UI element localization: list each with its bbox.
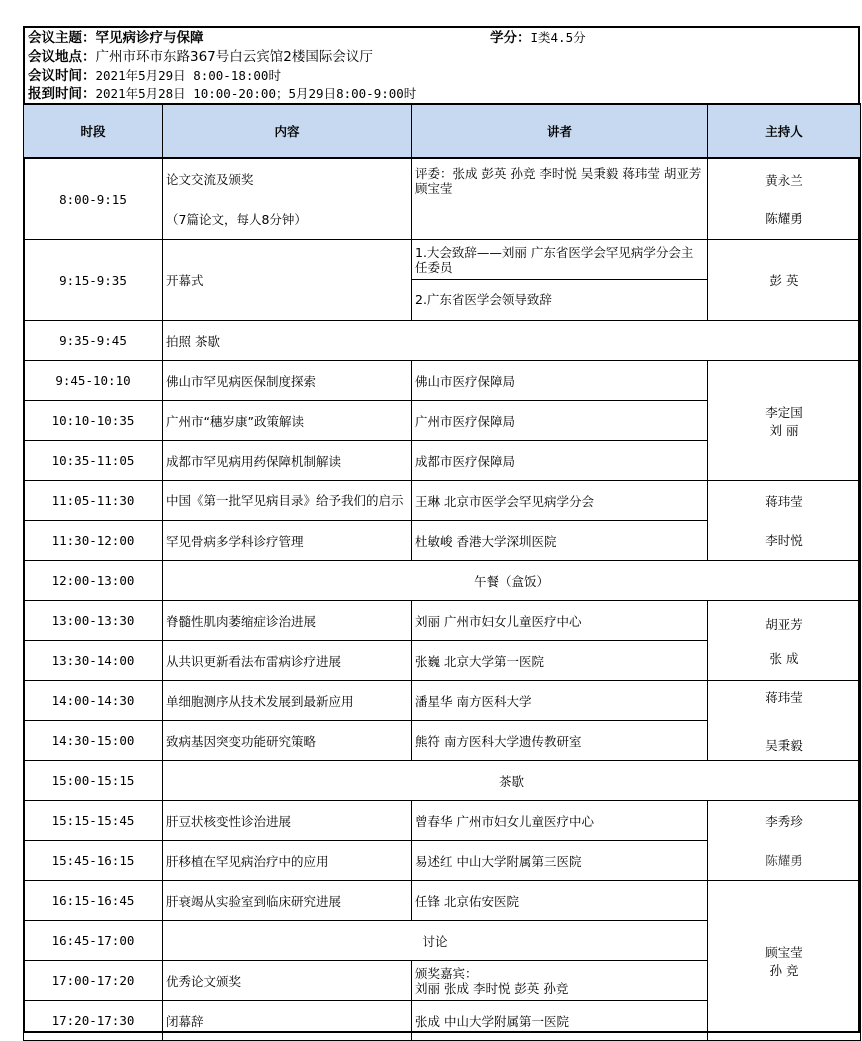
content-text: 论文交流及颁奖 [166, 172, 254, 187]
table-row [24, 801, 861, 841]
theme-line [28, 30, 204, 46]
speaker-cell: 杜敏峻 香港大学深圳医院 [412, 521, 708, 561]
host-name: 李定国 [765, 404, 803, 420]
col-header-speaker: 讲者 [412, 104, 708, 158]
speaker-text: 2.广东省医学会领导致辞 [415, 291, 552, 307]
venue-label: 会议地点： [28, 49, 96, 65]
speaker-cell: 易述红 中山大学附属第三医院 [412, 841, 708, 881]
venue-value: 广州市环市东路367号白云宾馆2楼国际会议厅 [95, 49, 373, 65]
content-cell: 单细胞测序从技术发展到最新应用 [163, 681, 412, 721]
theme-label: 会议主题： [28, 30, 96, 46]
table-row [24, 481, 861, 521]
time-cell: 11:05-11:30 [24, 481, 163, 521]
col-header-content: 内容 [163, 104, 412, 158]
time-cell: 9:35-9:45 [24, 321, 163, 361]
table-row [24, 681, 861, 721]
content-cell: 开幕式 [163, 240, 412, 321]
speaker-text: 颁奖嘉宾： [415, 965, 478, 981]
speaker-text: 1.大会致辞——刘丽 广东省医学会罕见病学分会主任委员 [412, 241, 707, 280]
time-cell: 16:15-16:45 [24, 881, 163, 921]
time-value: 2021年5月29日 8:00-18:00时 [95, 68, 281, 83]
speaker-cell: 张成 中山大学附属第一医院 [412, 1001, 708, 1041]
time-cell: 15:45-16:15 [24, 841, 163, 881]
speaker-cell: 王琳 北京市医学会罕见病学分会 [412, 481, 708, 521]
time-cell: 10:35-11:05 [24, 441, 163, 481]
table-row [24, 561, 861, 601]
speaker-cell: 张巍 北京大学第一医院 [412, 641, 708, 681]
host-cell: 彭 英 [708, 240, 861, 321]
host-name: 蒋玮莹 [765, 689, 803, 705]
speaker-cell: 佛山市医疗保障局 [412, 361, 708, 401]
time-cell: 12:00-13:00 [24, 561, 163, 601]
content-cell: 肝豆状核变性诊治进展 [163, 801, 412, 841]
content-cell: 致病基因突变功能研究策略 [163, 721, 412, 761]
col-header-host: 主持人 [708, 104, 861, 158]
schedule-table [23, 103, 861, 1041]
time-cell: 15:15-15:45 [24, 801, 163, 841]
speaker-cell [412, 240, 708, 321]
col-header-time: 时段 [24, 104, 163, 158]
time-cell: 10:10-10:35 [24, 401, 163, 441]
speaker-cell: 曾春华 广州市妇女儿童医疗中心 [412, 801, 708, 841]
content-cell: 讨论 [163, 921, 708, 961]
header-row [24, 104, 861, 158]
meeting-header [25, 28, 859, 103]
content-cell [163, 158, 412, 240]
host-name: 胡亚芳 [765, 616, 803, 632]
table-row [24, 881, 861, 921]
host-name: 陈耀勇 [765, 211, 803, 226]
host-cell [708, 601, 861, 681]
table-row [24, 601, 861, 641]
venue-line [28, 49, 373, 65]
table-row [24, 321, 861, 361]
credit-label: 学分： [490, 30, 531, 46]
content-subtext: （7篇论文，每人8分钟） [166, 212, 307, 227]
speaker-cell: 评委：张成 彭英 孙竞 李时悦 吴秉毅 蒋玮莹 胡亚芳 顾宝莹 [412, 158, 708, 240]
time-cell: 9:15-9:35 [24, 240, 163, 321]
time-line [28, 68, 281, 84]
speaker-cell: 成都市医疗保障局 [412, 441, 708, 481]
content-cell: 优秀论文颁奖 [163, 961, 412, 1001]
time-cell: 13:30-14:00 [24, 641, 163, 681]
host-cell: 陈耀勇 [708, 841, 861, 881]
time-cell: 13:00-13:30 [24, 601, 163, 641]
host-cell [708, 681, 861, 761]
host-cell [708, 361, 861, 481]
content-cell: 闭幕辞 [163, 1001, 412, 1041]
content-cell: 中国《第一批罕见病目录》给予我们的启示 [163, 481, 412, 521]
host-cell: 李秀珍 [708, 801, 861, 841]
table-row [24, 521, 861, 561]
table-row [24, 240, 861, 321]
table-row [24, 361, 861, 401]
speaker-cell [412, 961, 708, 1001]
host-cell: 李时悦 [708, 521, 861, 561]
time-cell: 17:20-17:30 [24, 1001, 163, 1041]
checkin-line [28, 86, 416, 102]
checkin-label: 报到时间： [28, 86, 96, 102]
time-label: 会议时间： [28, 68, 96, 84]
time-cell: 15:00-15:15 [24, 761, 163, 801]
speaker-cell: 刘丽 广州市妇女儿童医疗中心 [412, 601, 708, 641]
table-row [24, 158, 861, 240]
host-name: 刘 丽 [769, 422, 799, 438]
speaker-cell: 熊符 南方医科大学遗传教研室 [412, 721, 708, 761]
content-cell: 午餐（盒饭） [163, 561, 861, 601]
speaker-cell: 潘星华 南方医科大学 [412, 681, 708, 721]
time-cell: 14:30-15:00 [24, 721, 163, 761]
host-name: 黄永兰 [765, 173, 803, 188]
host-name: 顾宝莹 [765, 944, 803, 960]
time-cell: 17:00-17:20 [24, 961, 163, 1001]
theme-value: 罕见病诊疗与保障 [95, 30, 204, 46]
content-cell: 成都市罕见病用药保障机制解读 [163, 441, 412, 481]
time-cell: 16:45-17:00 [24, 921, 163, 961]
time-cell: 11:30-12:00 [24, 521, 163, 561]
content-cell: 肝衰竭从实验室到临床研究进展 [163, 881, 412, 921]
content-cell: 广州市“穗岁康”政策解读 [163, 401, 412, 441]
host-name: 孙 竞 [769, 962, 799, 978]
credit-line [490, 30, 586, 46]
content-cell: 罕见骨病多学科诊疗管理 [163, 521, 412, 561]
host-cell [708, 158, 861, 240]
credit-value: I类4.5分 [530, 30, 586, 45]
host-cell [708, 881, 861, 1041]
content-cell: 茶歇 [163, 761, 861, 801]
host-name: 张 成 [769, 650, 799, 666]
host-name: 吴秉毅 [765, 737, 803, 753]
table-row [24, 761, 861, 801]
table-row [24, 841, 861, 881]
time-cell: 9:45-10:10 [24, 361, 163, 401]
speaker-text: 刘丽 张成 李时悦 彭英 孙竞 [415, 980, 569, 996]
content-cell: 肝移植在罕见病治疗中的应用 [163, 841, 412, 881]
content-cell: 从共识更新看法布雷病诊疗进展 [163, 641, 412, 681]
content-cell: 脊髓性肌肉萎缩症诊治进展 [163, 601, 412, 641]
speaker-cell: 任锋 北京佑安医院 [412, 881, 708, 921]
time-cell: 14:00-14:30 [24, 681, 163, 721]
checkin-value: 2021年5月28日 10:00-20:00；5月29日8:00-9:00时 [95, 86, 417, 101]
host-cell: 蒋玮莹 [708, 481, 861, 521]
content-cell: 拍照 茶歇 [163, 321, 861, 361]
speaker-cell: 广州市医疗保障局 [412, 401, 708, 441]
content-cell: 佛山市罕见病医保制度探索 [163, 361, 412, 401]
time-cell: 8:00-9:15 [24, 158, 163, 240]
